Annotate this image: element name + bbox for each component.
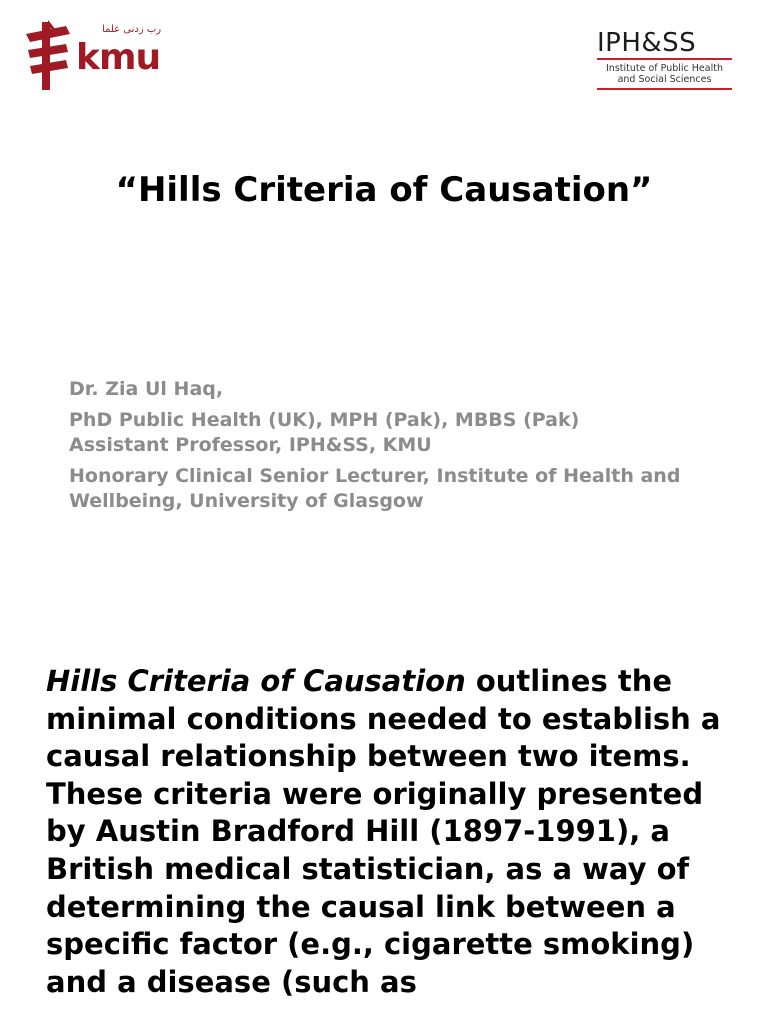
kmu-logo-text: kmu <box>76 37 161 78</box>
document-paragraph <box>46 663 746 1001</box>
author-name: Dr. Zia Ul Haq, <box>69 378 224 400</box>
author-degrees: PhD Public Health (UK), MPH (Pak), MBBS (Pak) <box>69 409 580 431</box>
author-honorary-position: Honorary Clinical Senior Lecturer, Institute of Health and Wellbeing, University of Glasgow <box>69 465 681 512</box>
kmu-logo <box>22 20 167 92</box>
kmu-emblem-icon <box>22 20 74 92</box>
iphss-logo-rule-top <box>597 58 732 60</box>
iphss-subtitle-line-1: Institute of Public Health <box>606 63 723 74</box>
iphss-logo-subtitle <box>597 63 732 85</box>
slide-title: “Hills Criteria of Causation” <box>115 170 653 210</box>
paragraph-italic-lead: Hills Criteria of Causation <box>46 664 466 698</box>
author-position: Assistant Professor, IPH&SS, KMU <box>69 434 432 456</box>
iphss-logo <box>597 30 732 92</box>
iphss-subtitle-line-2: and Social Sciences <box>617 74 712 85</box>
iphss-logo-name: IPH&SS <box>597 28 697 58</box>
author-block <box>69 377 729 514</box>
paragraph-text: outlines the minimal conditions needed to establish a causal relationship between two items. These criteria were originally presented by Austin Bradford Hill (1897-1991), a British medical statistician, as a way of determining the causal link between a specific factor (e.g., cigarette smoking) and a disease (such as <box>46 664 721 999</box>
iphss-logo-rule-bottom <box>597 88 732 90</box>
kmu-urdu-motto: رب زدنی علما <box>102 24 162 35</box>
